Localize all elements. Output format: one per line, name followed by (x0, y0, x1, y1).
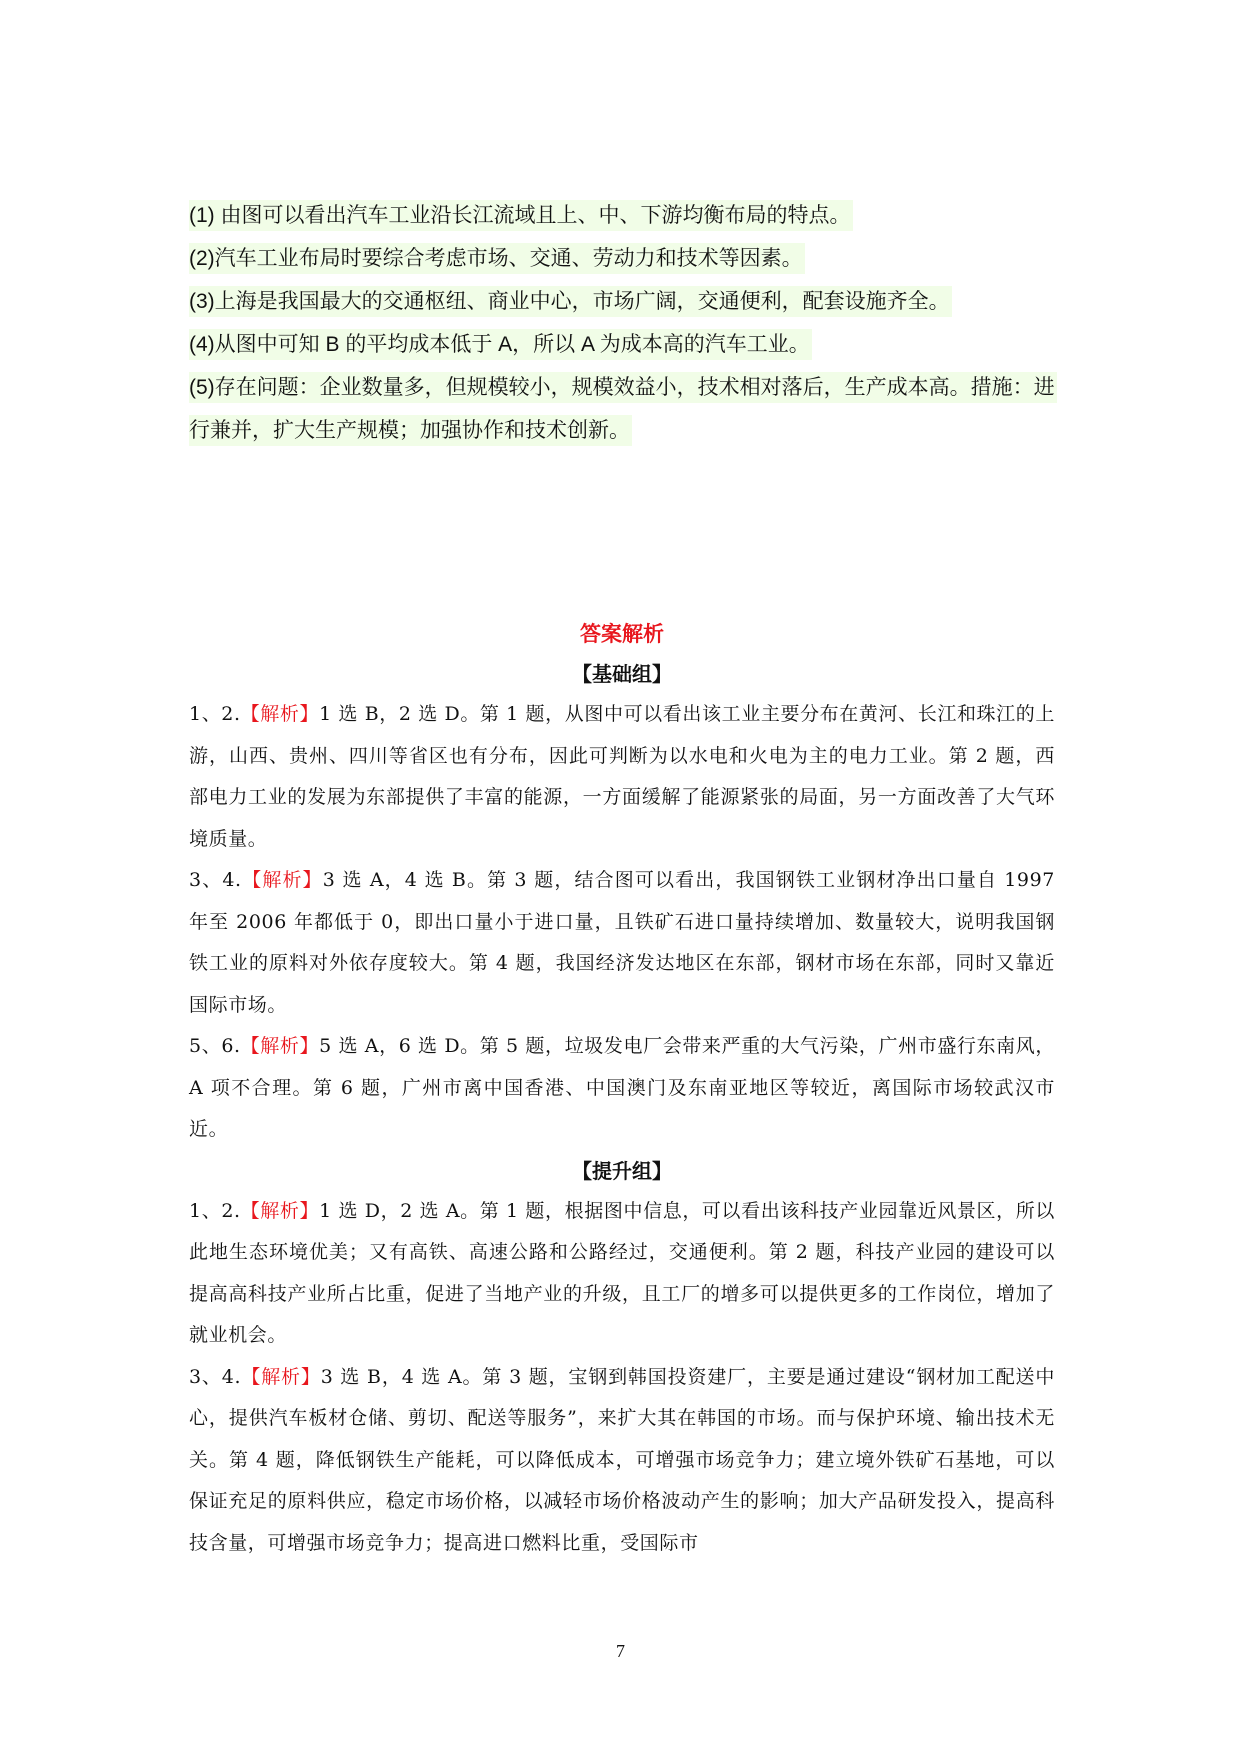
answer-line-1 (189, 194, 1059, 237)
item-prefix: 1、2. (189, 1199, 241, 1222)
analysis-tag: 【解析】 (240, 703, 320, 725)
answer-text: (1) 由图可以看出汽车工业沿长江流域且上、中、下游均衡布局的特点。 (189, 200, 853, 231)
item-prefix: 5、6. (189, 1035, 241, 1057)
answer-text: (3)上海是我国最大的交通枢纽、商业中心，市场广阔，交通便利，配套设施齐全。 (189, 286, 952, 317)
item-text: 3 选 B，4 选 A。第 3 题，宝钢到韩国投资建厂，主要是通过建设“钢材加工配送中心，提供汽车板材仓储、剪切、配送等服务”，来扩大其在韩国的市场。而与保护环境、输出技术无关。第 4 题，降低钢铁生产能耗，可以降低成本，可增强市场竞争力；建立境外铁矿石基地，可以保证充足的原料供应，稳定市场价格，以减轻市场价格波动产生的影响；加大产品研发投入，提高科技含量，可增强市场竞争力；提高进口燃料比重，受国际市 (189, 1365, 1055, 1554)
analysis-tag: 【解析】 (240, 1199, 320, 1222)
analysis-item (189, 860, 1055, 1026)
item-prefix: 3、4. (189, 869, 242, 891)
analysis-tag: 【解析】 (241, 869, 323, 891)
item-prefix: 3、4. (189, 1365, 242, 1388)
answer-line-5 (189, 366, 1059, 452)
item-prefix: 1、2. (189, 703, 241, 725)
analysis-tag: 【解析】 (241, 1365, 321, 1388)
answer-line-3 (189, 280, 1059, 323)
item-text: 1 选 B，2 选 D。第 1 题，从图中可以看出该工业主要分布在黄河、长江和珠江的上游，山西、贵州、四川等省区也有分布，因此可判断为以水电和火电为主的电力工业。第 2 题，西部电力工业的发展为东部提供了丰富的能源，一方面缓解了能源紧张的局面，另一方面改善了大气环境质量。 (189, 703, 1055, 850)
answer-list (189, 194, 1059, 452)
answer-line-4 (189, 323, 1059, 366)
analysis-title: 答案解析 (580, 622, 664, 646)
item-text: 1 选 D，2 选 A。第 1 题，根据图中信息，可以看出该科技产业园靠近风景区，所以此地生态环境优美；又有高铁、高速公路和公路经过，交通便利。第 2 题，科技产业园的建设可以提高高科技产业所占比重，促进了当地产业的升级，且工厂的增多可以提供更多的工作岗位，增加了就业机会。 (189, 1199, 1055, 1346)
analysis-item (189, 1357, 1055, 1565)
analysis-item (189, 1026, 1055, 1151)
answer-line-2 (189, 237, 1059, 280)
analysis-tag: 【解析】 (240, 1035, 320, 1057)
analysis-section (189, 614, 1055, 1564)
group-title-advanced: 【提升组】 (572, 1158, 672, 1183)
analysis-item (189, 1191, 1055, 1357)
item-text: 5 选 A，6 选 D。第 5 题，垃圾发电厂会带来严重的大气污染，广州市盛行东南风，A 项不合理。第 6 题，广州市离中国香港、中国澳门及东南亚地区等较近，离国际市场较武汉市近。 (189, 1035, 1055, 1140)
answer-text: (4)从图中可知 B 的平均成本低于 A，所以 A 为成本高的汽车工业。 (189, 329, 812, 360)
answer-text: (2)汽车工业布局时要综合考虑市场、交通、劳动力和技术等因素。 (189, 243, 805, 274)
group-title-basic: 【基础组】 (572, 662, 672, 686)
answer-text: (5)存在问题：企业数量多，但规模较小，规模效益小，技术相对落后，生产成本高。措施：进行兼并，扩大生产规模；加强协作和技术创新。 (189, 372, 1057, 446)
item-text: 3 选 A，4 选 B。第 3 题，结合图可以看出，我国钢铁工业钢材净出口量自 1997 年至 2006 年都低于 0，即出口量小于进口量，且铁矿石进口量持续增加、数量较大，说明我国钢铁工业的原料对外依存度较大。第 4 题，我国经济发达地区在东部，钢材市场在东部，同时又靠近国际市场。 (189, 869, 1055, 1016)
page-number: 7 (616, 1641, 625, 1661)
analysis-item (189, 694, 1055, 860)
